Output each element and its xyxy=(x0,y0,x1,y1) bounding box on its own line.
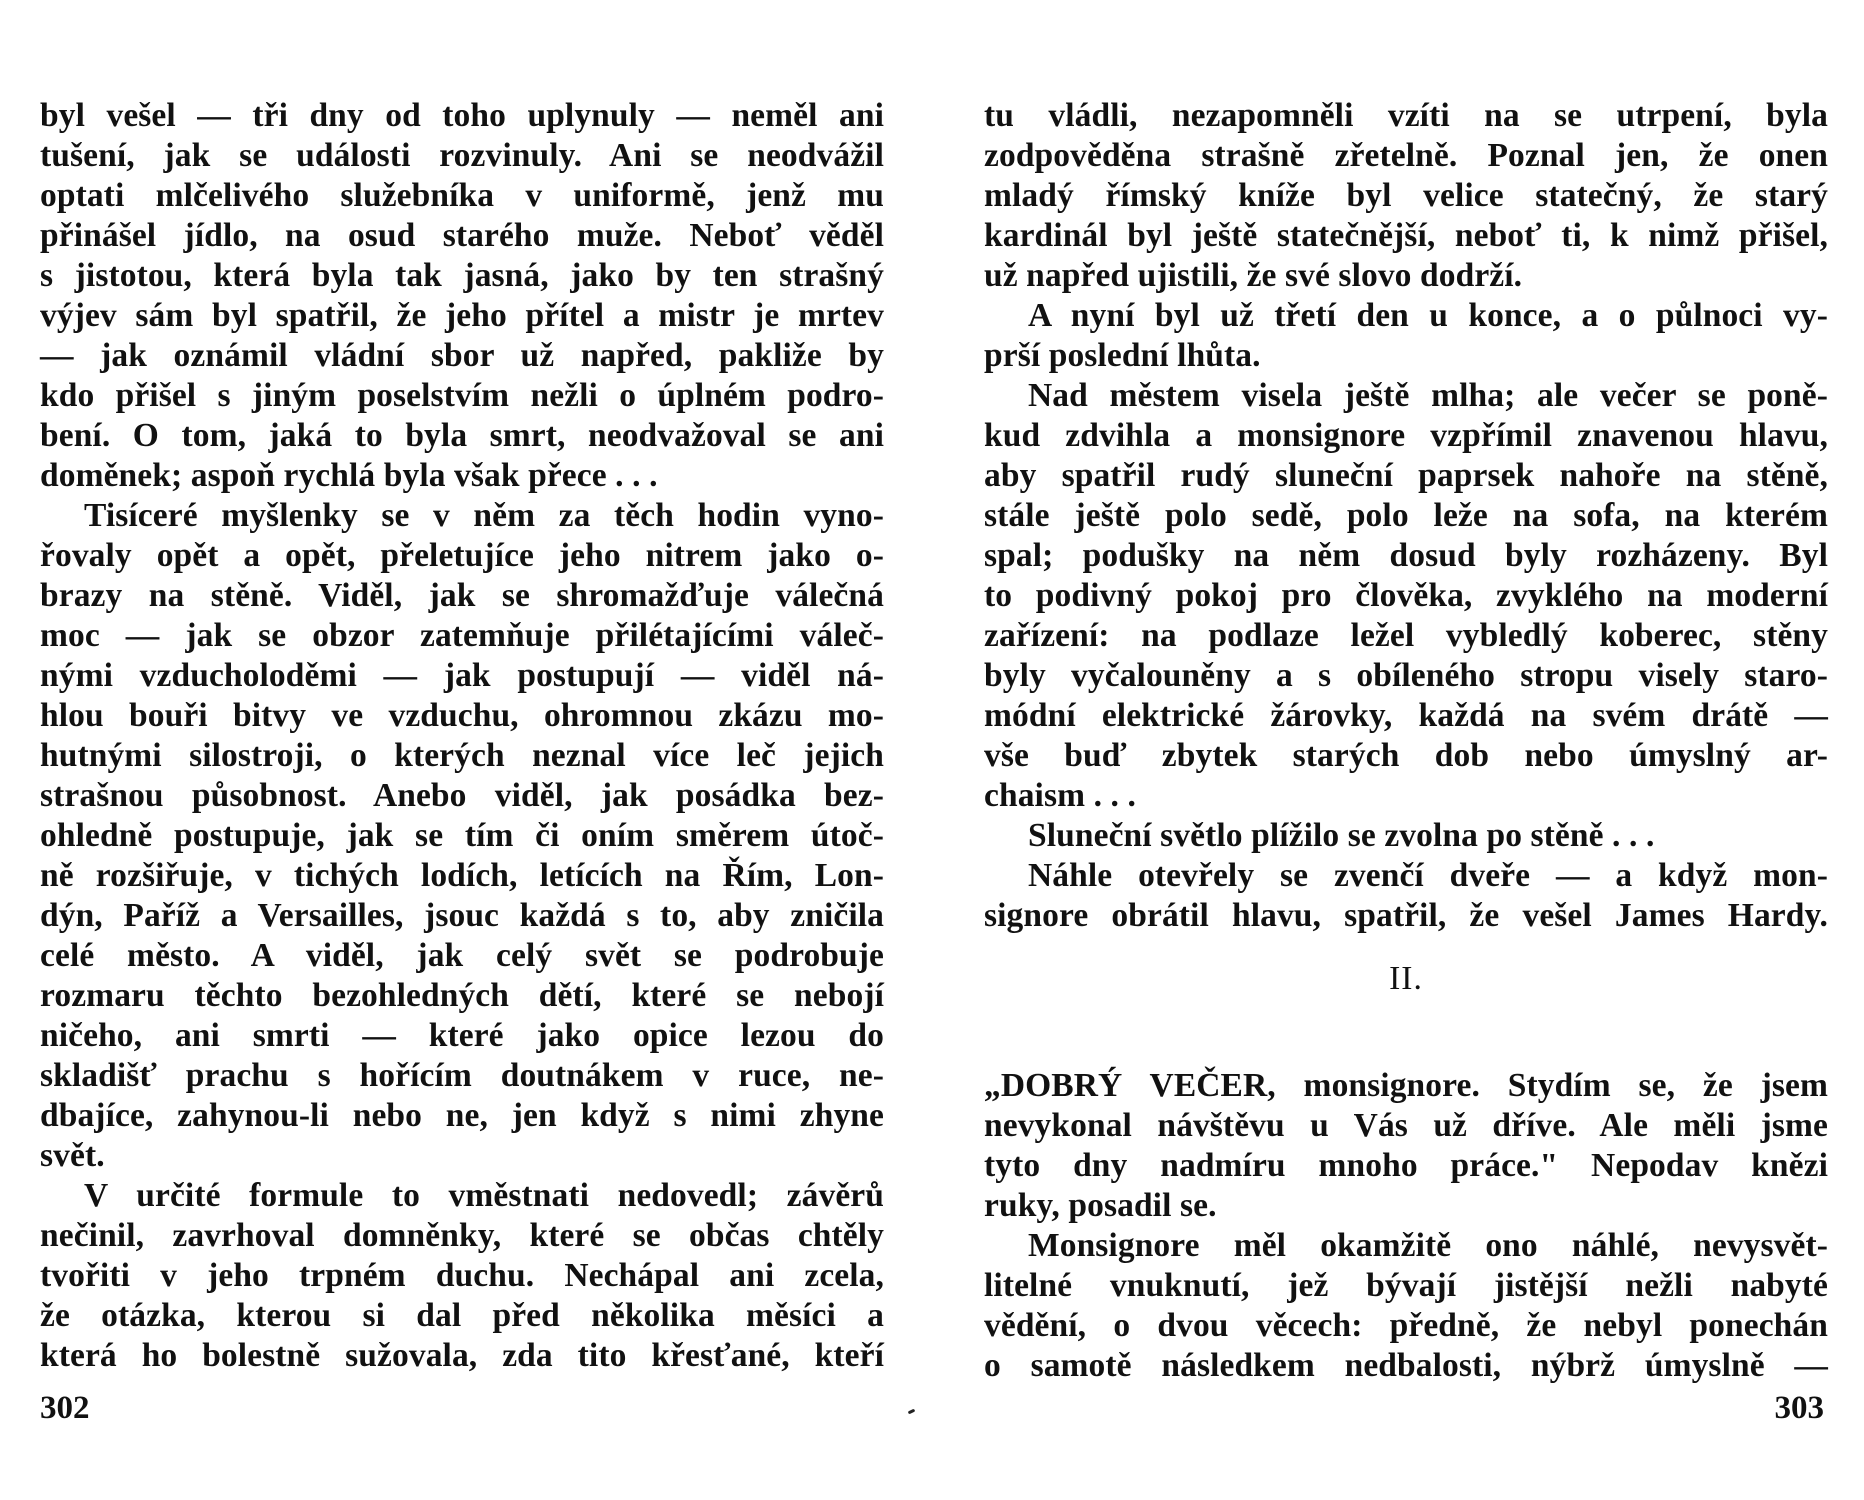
text-line: litelné vnuknutí, jež bývají jistější nežli nabyté xyxy=(984,1267,1828,1304)
text-line: zodpověděna strašně zřetelně. Poznal jen, že onen xyxy=(984,137,1828,174)
text-line: byl vešel — tři dny od toho uplynuly — neměl ani xyxy=(40,97,884,134)
text-line: mladý římský kníže byl velice statečný, že starý xyxy=(984,177,1828,214)
right-text-column xyxy=(984,96,1828,1386)
text-line: strašnou působnost. Anebo viděl, jak posádka bez- xyxy=(40,777,884,814)
text-line: Náhle otevřely se zvenčí dveře — a když mon- xyxy=(1028,857,1828,894)
text-line: spal; podušky na něm dosud byly rozházeny. Byl xyxy=(984,537,1828,574)
left-text-column xyxy=(40,96,884,1376)
text-line: Monsignore měl okamžitě ono náhlé, nevysvět- xyxy=(1028,1227,1828,1264)
text-line: dýn, Paříž a Versailles, jsouc každá s to, aby zničila xyxy=(40,897,884,934)
text-line: Sluneční světlo plížilo se zvolna po stěně . . . xyxy=(1028,817,1655,854)
text-line: kud zdvihla a monsignore vzpřímil znavenou hlavu, xyxy=(984,417,1828,454)
text-line: přinášel jídlo, na osud starého muže. Neboť věděl xyxy=(40,217,884,254)
text-line: tu vládli, nezapomněli vzíti na se utrpení, byla xyxy=(984,97,1828,134)
text-line: hlou bouři bitvy ve vzduchu, ohromnou zkázu mo- xyxy=(40,697,884,734)
text-line: nými vzducholoděmi — jak postupují — viděl ná- xyxy=(40,657,884,694)
text-line: že otázka, kterou si dal před několika měsíci a xyxy=(40,1297,884,1334)
text-line: rozmaru těchto bezohledných dětí, které se nebojí xyxy=(40,977,884,1014)
text-line: ničeho, ani smrti — které jako opice lezou do xyxy=(40,1017,884,1054)
text-line: skladišť prachu s hořícím doutnákem v ruce, ne- xyxy=(40,1057,884,1094)
text-line: ohledně postupuje, jak se tím či oním směrem útoč- xyxy=(40,817,884,854)
text-line: řovaly opět a opět, přeletujíce jeho nitrem jako o- xyxy=(40,537,884,574)
text-line: brazy na stěně. Viděl, jak se shromažďuje válečná xyxy=(40,577,884,614)
page-number: 302 xyxy=(40,1390,90,1426)
text-line: ruky, posadil se. xyxy=(984,1187,1217,1224)
text-line: optati mlčelivého služebníka v uniformě, jenž mu xyxy=(40,177,884,214)
text-line: celé město. A viděl, jak celý svět se podrobuje xyxy=(40,937,884,974)
text-line: aby spatřil rudý sluneční paprsek nahoře na stěně, xyxy=(984,457,1828,494)
text-line: tvořiti v jeho trpném duchu. Nechápal ani zcela, xyxy=(40,1257,884,1294)
text-line: tušení, jak se události rozvinuly. Ani se neodvážil xyxy=(40,137,884,174)
right-page xyxy=(932,0,1864,1500)
text-line: zařízení: na podlaze ležel vybledlý koberec, stěny xyxy=(984,617,1828,654)
text-line: ně rozšiřuje, v tichých lodích, letících na Řím, Lon- xyxy=(40,857,884,894)
text-line: vše buď zbytek starých dob nebo úmyslný ar- xyxy=(984,737,1828,774)
section-heading: II. xyxy=(1389,960,1423,997)
text-line: s jistotou, která byla tak jasná, jako by ten strašný xyxy=(40,257,884,294)
text-line: A nyní byl už třetí den u konce, a o půlnoci vy- xyxy=(1028,297,1828,334)
text-line: Tisíceré myšlenky se v něm za těch hodin vyno- xyxy=(84,497,884,534)
text-line: kardinál byl ještě statečnější, neboť ti, k nimž přišel, xyxy=(984,217,1828,254)
text-line: tyto dny nadmíru mnoho práce." Nepodav knězi xyxy=(984,1147,1828,1184)
text-line: signore obrátil hlavu, spatřil, že vešel James Hardy. xyxy=(984,897,1828,934)
text-line: svět. xyxy=(40,1137,105,1174)
text-line: hutnými silostroji, o kterých neznal více leč jejich xyxy=(40,737,884,774)
text-line: nečinil, zavrhoval domněnky, které se občas chtěly xyxy=(40,1217,884,1254)
text-line: chaism . . . xyxy=(984,777,1136,814)
text-line: už napřed ujistili, že své slovo dodrží. xyxy=(984,257,1523,294)
text-line: doměnek; aspoň rychlá byla však přece . . . xyxy=(40,457,658,494)
text-line: o samotě následkem nedbalosti, nýbrž úmyslně — xyxy=(984,1347,1828,1384)
text-line: moc — jak se obzor zatemňuje přilétajícími váleč- xyxy=(40,617,884,654)
text-line: to podivný pokoj pro člověka, zvyklého na moderní xyxy=(984,577,1828,614)
text-line: „DOBRÝ VEČER, monsignore. Stydím se, že jsem xyxy=(984,1067,1828,1104)
text-line: byly vyčalouněny a s obíleného stropu visely staro- xyxy=(984,657,1828,694)
text-line: kdo přišel s jiným poselstvím nežli o úplném podro- xyxy=(40,377,884,414)
text-line: bení. O tom, jaká to byla smrt, neodvažoval se ani xyxy=(40,417,884,454)
text-line: — jak oznámil vládní sbor už napřed, pakliže by xyxy=(40,337,884,374)
text-line: prší poslední lhůta. xyxy=(984,337,1261,374)
text-line: která ho bolestně sužovala, zda tito křesťané, kteří xyxy=(40,1337,884,1374)
page-number: 303 xyxy=(1774,1390,1824,1426)
text-line: výjev sám byl spatřil, že jeho přítel a mistr je mrtev xyxy=(40,297,884,334)
text-line: vědění, o dvou věcech: předně, že nebyl ponechán xyxy=(984,1307,1828,1344)
text-line: nevykonal návštěvu u Vás už dříve. Ale měli jsme xyxy=(984,1107,1828,1144)
text-line: módní elektrické žárovky, každá na svém drátě — xyxy=(984,697,1828,734)
text-line: V určité formule to vměstnati nedovedl; závěrů xyxy=(84,1177,884,1214)
text-line: stále ještě polo sedě, polo leže na sofa, na kterém xyxy=(984,497,1828,534)
text-line: dbajíce, zahynou-li nebo ne, jen když s nimi zhyne xyxy=(40,1097,884,1134)
text-line: Nad městem visela ještě mlha; ale večer se poně- xyxy=(1028,377,1828,414)
